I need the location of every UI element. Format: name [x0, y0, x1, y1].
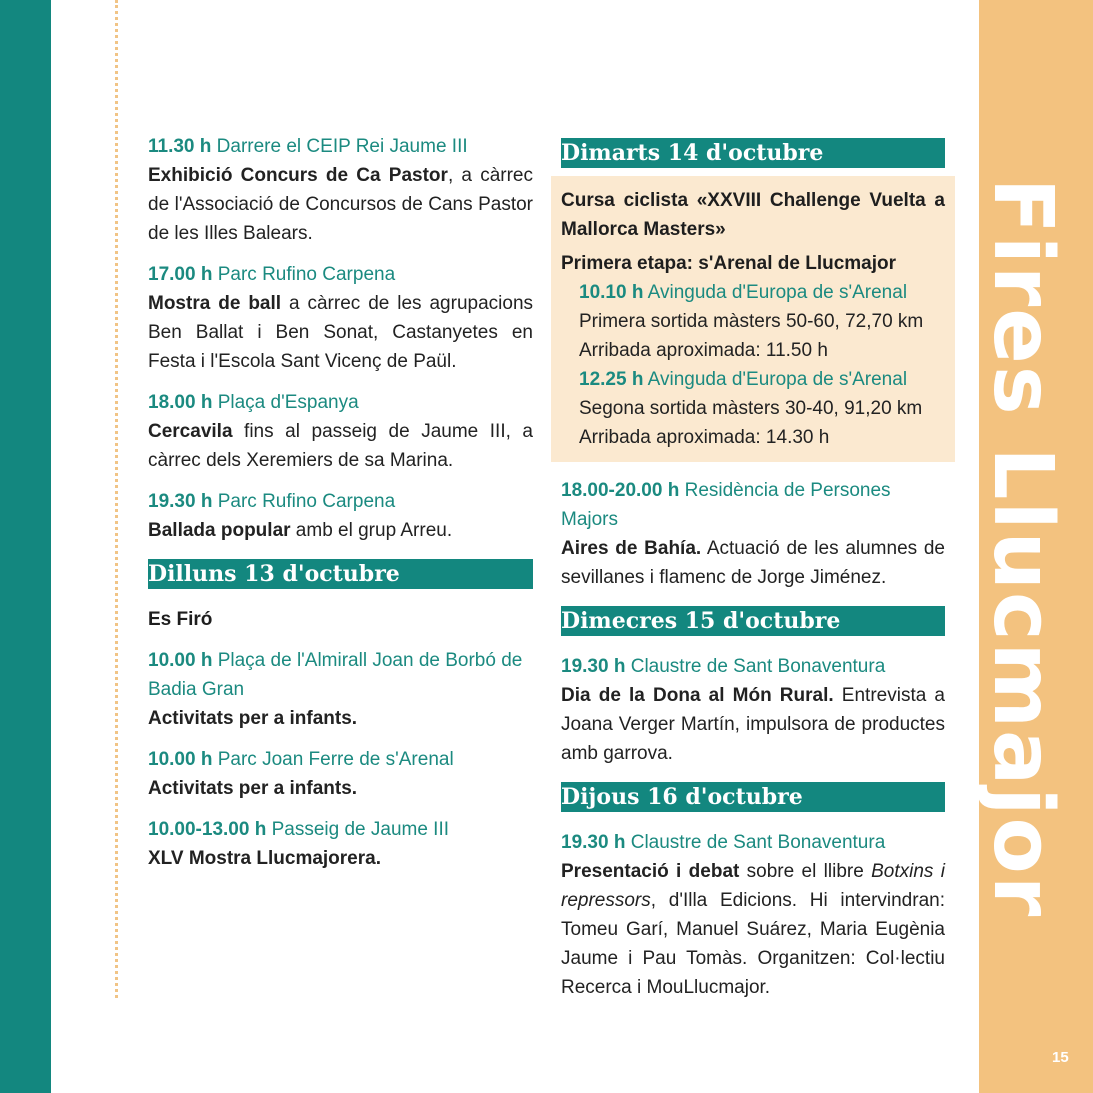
event-entry	[148, 132, 533, 248]
event-title: Activitats per a infants.	[148, 708, 358, 729]
event-place: Residència de Persones Majors	[561, 480, 891, 530]
event-time: 12.25 h	[579, 369, 644, 390]
event-place: Parc Joan Ferre de s'Arenal	[217, 749, 454, 770]
race-title: Cursa ciclista «XXVIII Challenge Vuelta a Mallorca Masters»	[561, 190, 945, 240]
event-place: Plaça d'Espanya	[217, 392, 359, 413]
event-title: XLV Mostra Llucmajorera.	[148, 848, 381, 869]
event-time: 10.10 h	[579, 282, 644, 303]
arrival-info: Arribada aproximada: 14.30 h	[579, 427, 830, 448]
event-entry	[148, 260, 533, 376]
event-place: Claustre de Sant Bonaventura	[630, 656, 886, 677]
section-subtitle: Es Firó	[148, 609, 213, 630]
event-place: Claustre de Sant Bonaventura	[630, 832, 886, 853]
event-description: fins al passeig de Jaume III, a càrrec dels Xeremiers de sa Marina.	[148, 421, 533, 471]
event-title: Aires de Bahía.	[561, 538, 702, 559]
event-place: Avinguda d'Europa de s'Arenal	[647, 369, 908, 390]
event-description: Entrevista a Joana Verger Martín, impulsora de productes amb garrova.	[561, 685, 945, 764]
event-title: Presentació i debat	[561, 861, 740, 882]
event-title: Mostra de ball	[148, 293, 282, 314]
event-title: Cercavila	[148, 421, 233, 442]
day-header-wednesday: Dimecres 15 d'octubre	[561, 606, 945, 636]
event-time: 18.00-20.00 h	[561, 480, 680, 501]
event-time: 19.30 h	[148, 491, 213, 512]
left-color-band	[0, 0, 51, 1093]
race-departure	[561, 365, 945, 452]
side-title: Fires Llucmajor	[975, 177, 1070, 919]
event-place: Darrere el CEIP Rei Jaume III	[216, 136, 468, 157]
event-entry	[148, 487, 533, 545]
race-departure	[561, 278, 945, 365]
day-header-tuesday: Dimarts 14 d'octubre	[561, 138, 945, 168]
left-column	[148, 132, 533, 885]
departure-info: Segona sortida màsters 30-40, 91,20 km	[579, 398, 923, 419]
event-entry	[148, 646, 533, 733]
event-entry	[148, 388, 533, 475]
event-entry	[148, 745, 533, 803]
book-title: Botxins i repressors	[561, 861, 945, 911]
event-place: Avinguda d'Europa de s'Arenal	[647, 282, 908, 303]
event-title: Dia de la Dona al Món Rural.	[561, 685, 834, 706]
page-number: 15	[1052, 1049, 1069, 1066]
event-description: a càrrec de les agrupacions Ben Ballat i Ben Sonat, Castanyetes en Festa i l'Escola Sant Vicenç de Paül.	[148, 293, 534, 372]
race-stage: Primera etapa: s'Arenal de Llucmajor	[561, 253, 897, 274]
day-header-monday: Dilluns 13 d'octubre	[148, 559, 533, 589]
event-time: 10.00 h	[148, 749, 213, 770]
event-entry	[561, 828, 945, 1002]
event-entry	[561, 652, 945, 768]
event-description: sobre el llibre	[739, 861, 872, 882]
cycling-race-box	[551, 176, 955, 462]
arrival-info: Arribada aproximada: 11.50 h	[579, 340, 828, 361]
day-header-thursday: Dijous 16 d'octubre	[561, 782, 945, 812]
event-description: Actuació de les alumnes de sevillanes i flamenc de Jorge Jiménez.	[561, 538, 945, 588]
event-time: 19.30 h	[561, 832, 626, 853]
event-title: Ballada popular	[148, 520, 291, 541]
event-time: 19.30 h	[561, 656, 626, 677]
event-time: 11.30 h	[148, 136, 212, 157]
event-description: amb el grup Arreu.	[290, 520, 453, 541]
event-description: , a càrrec de l'Associació de Concursos de Cans Pastor de les Illes Balears.	[148, 165, 533, 244]
event-description-cont: , d'Illa Edicions. Hi intervindran: Tomeu Garí, Manuel Suárez, Maria Eugènia Jaume i Pau Tomàs. Organitzen: Col·lectiu Recerca i MouLlucmajor.	[561, 890, 945, 998]
event-time: 18.00 h	[148, 392, 213, 413]
event-place: Parc Rufino Carpena	[217, 491, 396, 512]
event-entry	[148, 815, 533, 873]
event-time: 10.00-13.00 h	[148, 819, 267, 840]
event-place: Parc Rufino Carpena	[217, 264, 396, 285]
departure-info: Primera sortida màsters 50-60, 72,70 km	[579, 311, 924, 332]
event-time: 17.00 h	[148, 264, 213, 285]
dotted-divider	[115, 0, 118, 998]
event-title: Activitats per a infants.	[148, 778, 358, 799]
event-place: Passeig de Jaume III	[271, 819, 450, 840]
right-column	[561, 138, 945, 1014]
event-place: Plaça de l'Almirall Joan de Borbó de Badia Gran	[148, 650, 523, 700]
event-title: Exhibició Concurs de Ca Pastor	[148, 165, 448, 186]
event-entry	[561, 476, 945, 592]
event-time: 10.00 h	[148, 650, 213, 671]
